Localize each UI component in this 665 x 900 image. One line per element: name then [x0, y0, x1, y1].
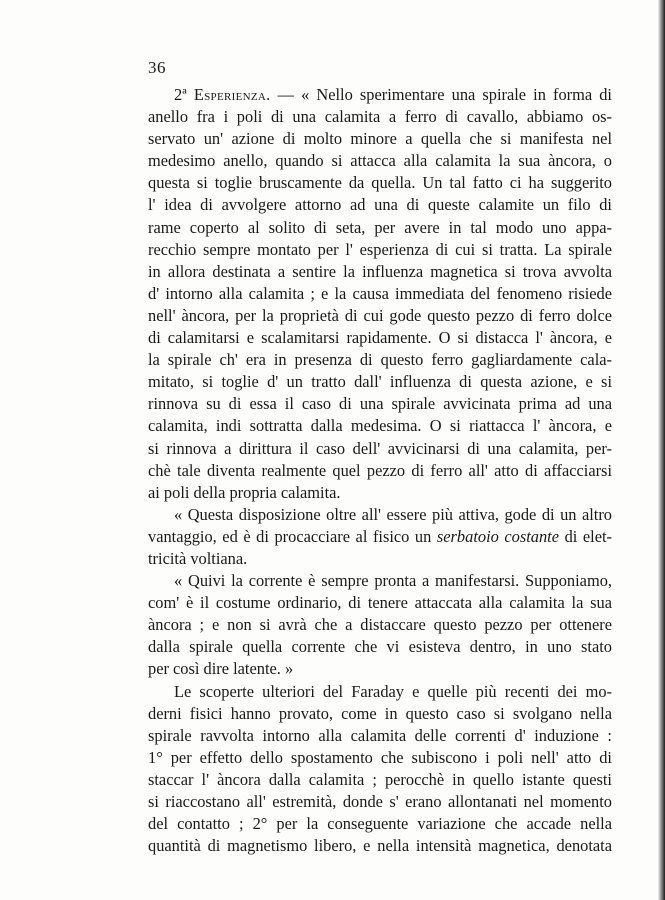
text-line [148, 349, 612, 371]
text-line [148, 703, 612, 725]
text-run: di calamitarsi e scalamitarsi rapidamente. O si distacca l' àncora, e [148, 328, 612, 348]
text-line [148, 592, 612, 614]
text-run: si rinnova a dirittura il caso dell' avvicinarsi di una calamita, per- [148, 438, 612, 458]
page-edge-shadow [658, 0, 665, 900]
text-line [148, 150, 612, 172]
text-run: spirale ravvolta intorno alla calamita delle correnti d' induzione : [148, 725, 612, 745]
text-run: di elet- [559, 526, 612, 546]
text-line [148, 128, 612, 150]
text-run: rame coperto al solito di seta, per avere in tal modo uno appa- [148, 217, 612, 237]
text-line [148, 769, 612, 791]
text-run: Le scoperte ulteriori del Faraday e quelle più recenti dei mo- [174, 681, 612, 701]
text-line [148, 283, 612, 305]
page-number: 36 [148, 58, 166, 77]
text-line [148, 438, 612, 460]
text-line [148, 835, 612, 857]
text-run: mitato, si toglie d' un tratto dall' influenza di questa azione, e si [148, 372, 612, 392]
text-line [148, 658, 612, 680]
text-line [148, 614, 612, 636]
text-run: rinnova su di essa il caso di una spirale avvicinata prima ad una [148, 394, 612, 414]
text-run: si riaccostano all' estremità, donde s' erano allontanati nel momento [148, 792, 612, 811]
text-line [148, 106, 612, 128]
text-line [148, 460, 612, 482]
text-line [148, 813, 612, 835]
text-run: anello fra i poli di una calamita a ferro di cavallo, abbiamo os- [148, 107, 612, 127]
text-run: per così dire latente. » [148, 659, 294, 679]
text-run: l' idea di avvolgere attorno ad una di queste calamite un filo di [148, 195, 612, 215]
text-line [148, 393, 612, 415]
italic-phrase: serbatoio costante [436, 526, 559, 546]
text-line [148, 725, 612, 747]
text-run: d' intorno alla calamita ; e la causa immediata del fenomeno risiede [148, 283, 612, 303]
text-run: àncora ; e non si avrà che a distaccare questo pezzo per ottenere [148, 615, 612, 635]
text-run: derni fisici hanno provato, come in questo caso si svolgano nella [148, 703, 612, 723]
text-line [148, 415, 612, 437]
text-line [148, 261, 612, 283]
text-run: calamita, indi sottratta dalla medesima. O si riattacca l' àncora, e [148, 416, 612, 436]
text-run: quantità di magnetismo libero, e nella intensità magnetica, denotata [148, 836, 612, 856]
text-line [148, 84, 612, 106]
text-run: nell' àncora, per la proprietà di cui gode questo pezzo di ferro dolce [148, 305, 612, 325]
text-run: com' è il costume ordinario, di tenere attaccata alla calamita la sua [148, 593, 612, 613]
text-run: ai poli della propria calamita. [148, 482, 341, 502]
body-text [148, 84, 612, 857]
text-line [148, 526, 612, 548]
text-line [148, 327, 612, 349]
text-run: servato un' azione di molto minore a quella che si manifesta nel [148, 129, 612, 149]
text-run: 2ª [174, 85, 194, 104]
text-line [148, 570, 612, 592]
text-line [148, 305, 612, 327]
text-run: « Quivi la corrente è sempre pronta a manifestarsi. Supponiamo, [174, 571, 612, 591]
text-run: staccar l' àncora dalla calamita ; perocchè in quello istante questi [148, 769, 612, 789]
text-run: medesimo anello, quando si attacca alla calamita la sua àncora, o [148, 151, 612, 171]
text-line [148, 681, 612, 703]
text-run: dalla spirale quella corrente che vi esisteva dentro, in uno stato [148, 637, 612, 657]
small-caps-heading: Esperienza. [193, 85, 271, 104]
text-run: 1° per effetto dello spostamento che subiscono i poli nell' atto di [148, 747, 612, 767]
text-line [148, 791, 612, 813]
text-run: la spirale ch' era in presenza di questo ferro gagliardamente cala- [148, 350, 612, 370]
text-line [148, 482, 612, 504]
text-line [148, 636, 612, 658]
text-run: « Questa disposizione oltre all' essere più attiva, gode di un altro [174, 504, 612, 524]
text-run: del contatto ; 2° per la conseguente variazione che accade nella [148, 814, 612, 834]
text-run: recchio sempre montato per l' esperienza di cui si tratta. La spirale [148, 239, 612, 259]
text-line [148, 504, 612, 526]
text-line [148, 172, 612, 194]
text-run: chè tale diventa realmente quel pezzo di ferro all' atto di affacciarsi [148, 460, 612, 480]
text-run: questa si toglie bruscamente da quella. Un tal fatto ci ha suggerito [148, 173, 612, 193]
text-line [148, 217, 612, 239]
text-line [148, 747, 612, 769]
text-line [148, 371, 612, 393]
text-line [148, 194, 612, 216]
text-run: vantaggio, ed è di procacciare al fisico un [148, 526, 437, 546]
text-run: — « Nello sperimentare una spirale in forma di [270, 85, 612, 104]
text-line [148, 548, 612, 570]
text-run: in allora destinata a sentire la influenza magnetica si trova avvolta [148, 261, 612, 281]
text-run: tricità voltiana. [148, 548, 248, 568]
text-line [148, 239, 612, 261]
